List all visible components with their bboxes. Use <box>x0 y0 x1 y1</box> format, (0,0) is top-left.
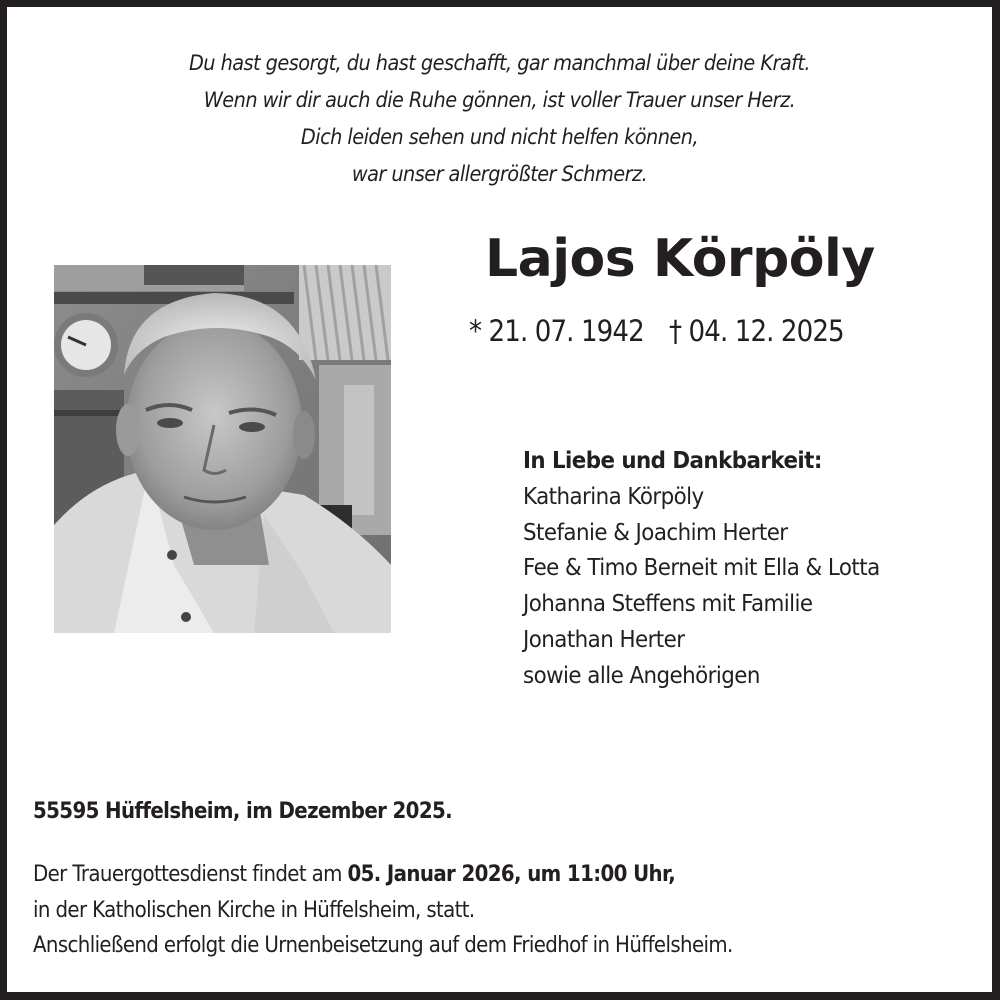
portrait-photo <box>54 265 391 633</box>
service-info <box>33 857 733 964</box>
service-line-2: in der Katholischen Kirche in Hüffelsheim, statt. <box>33 897 475 923</box>
service-line-3: Anschließend erfolgt die Urnenbeisetzung auf dem Friedhof in Hüffelsheim. <box>33 933 733 958</box>
poem-line: war unser allergrößter Schmerz. <box>351 162 648 186</box>
place-and-date: 55595 Hüffelsheim, im Dezember 2025. <box>33 799 453 824</box>
mourner-name: Stefanie & Joachim Herter <box>523 519 788 546</box>
service-line-1 <box>33 857 733 893</box>
service-date-time: 05. Januar 2026, um 11:00 Uhr, <box>347 862 676 887</box>
poem-line: Du hast gesorgt, du hast geschafft, gar manchmal über deine Kraft. <box>188 51 811 75</box>
mourners-heading: In Liebe und Dankbarkeit: <box>523 448 822 474</box>
service-intro: Der Trauergottesdienst findet am <box>33 862 348 887</box>
death-date: † 04. 12. 2025 <box>668 314 844 348</box>
deceased-name: Lajos Körpöly <box>485 229 875 289</box>
mourner-name: Johanna Steffens mit Familie <box>523 591 813 618</box>
poem <box>46 45 952 193</box>
obituary-card <box>7 7 992 992</box>
mourner-name: Fee & Timo Berneit mit Ella & Lotta <box>523 555 880 582</box>
poem-line: Wenn wir dir auch die Ruhe gönnen, ist voller Trauer unser Herz. <box>203 88 796 112</box>
mourners-list <box>523 444 880 695</box>
portrait-image <box>54 265 391 633</box>
mourner-name: Katharina Körpöly <box>523 483 704 510</box>
mourner-name: sowie alle Angehörigen <box>523 662 760 689</box>
mourner-name: Jonathan Herter <box>523 626 685 653</box>
life-dates <box>469 311 844 351</box>
poem-line: Dich leiden sehen und nicht helfen können, <box>300 125 699 149</box>
birth-date: * 21. 07. 1942 <box>469 314 644 348</box>
